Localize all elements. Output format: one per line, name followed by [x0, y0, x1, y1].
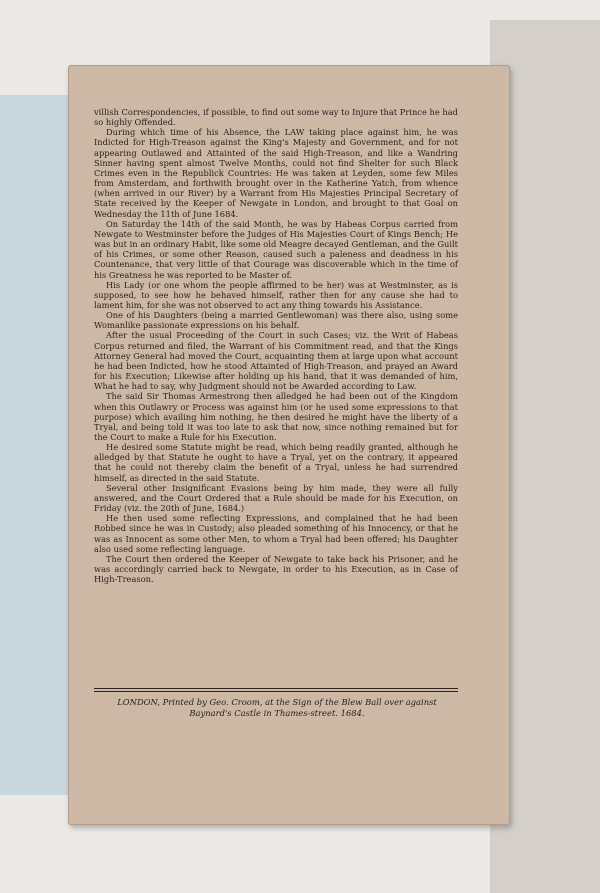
paragraph: His Lady (or one whom the people affirmed to be her) was at Westminster, as is supposed, to see how he behaved himself, rather then for any cause she had to lament him, for she was not observed to act any thing towards his Assistance. [94, 279, 458, 310]
paragraph: The Court then ordered the Keeper of Newgate to take back his Prisoner, and he was accordingly carried back to Newgate, in order to his Execution, as in Case of High-Treason. [94, 553, 458, 585]
imprint-line-1: LONDON, Printed by Geo. Croom, at the Sign of the Blew Ball over against [117, 697, 437, 707]
paragraph: After the usual Proceeding of the Court in such Cases; viz. the Writ of Habeas Corpus returned and filed, the Warrant of his Commitment read, and that the Kings Attorney General had moved the Court, acquainting them at large upon what account he had been Indicted, how he stood Attainted of High-Treason, and prayed an Award for his Execution; Likewise after holding up his hand, that it was demanded of him, What he had to say, why Judgment should not be Awarded according to Law. [94, 330, 458, 392]
paragraph: One of his Daughters (being a married Gentlewoman) was there also, using some Womanlike passionate expressions on his behalf. [94, 310, 458, 331]
imprint-rule [94, 688, 458, 689]
paragraph: During which time of his Absence, the LAW taking place against him, he was Indicted for High-Treason against the King's Majesty and Government, and for not appearing Outlawed and Attainted of the said High-Treason, and like a Wandring Sinner having spent almost Twelve Months, could not find Shelter for such Black Crimes even in the Republick Countries: He was taken at Leyden, some few Miles from Amsterdam, and forthwith brought over in the Katherine Yatch, from whence (when arrived in our River) by a Warrant from His Majesties Principal Secretary of State received by the Keeper of Newgate in London, and brought to that Goal on Wednesday the 11th of June 1684. [94, 127, 458, 219]
paragraph: He then used some reflecting Expressions, and complained that he had been Robbed since he was in Custody; also pleaded something of his Innocency, or that he was as Innocent as some other Men, to whom a Tryal had been offered; his Daughter also used some reflecting language. [94, 513, 458, 554]
paragraph: Several other Insignificant Evasions being by him made, they were all fully answered, and the Court Ordered that a Rule should be made for his Execution, on Friday (viz. the 20th of June, 1684.) [94, 482, 458, 514]
paragraph: He desired some Statute might be read, which being readily granted, although he alledged by that Statute he ought to have a Tryal, yet on the contrary, it appeared that he could not thereby claim the benefit of a Tryal, unless he had surrendred himself, as directed in the said Statute. [94, 442, 458, 483]
document-body [94, 107, 458, 584]
printer-imprint [96, 697, 458, 719]
imprint-rule-thin [94, 691, 458, 692]
paragraph: On Saturday the 14th of the said Month, he was by Habeas Corpus carried from Newgate to Westminster before the Judges of His Majesties Court of Kings Bench; He was but in an ordinary Habit, like some old Meagre decayed Gentleman, and the Guilt of his Crimes, or some other Reason, caused such a paleness and deadness in his Countenance, that very little of that Courage was discoverable which in the time of his Greatness he was reported to be Master of. [94, 218, 458, 280]
imprint-line-2: Baynard's Castle in Thames-street. 1684. [189, 708, 365, 718]
paragraph: The said Sir Thomas Armestrong then alledged he had been out of the Kingdom when this Outlawry or Process was against him (or he used some expressions to that purpose) which availing him nothing, he then desired he might have the liberty of a Tryal, and being told it was too late to ask that now, since nothing remained but for the Court to make a Rule for his Execution. [94, 391, 458, 442]
paragraph: villish Correspondencies, if possible, to find out some way to Injure that Prince he had so highly Offended. [94, 107, 458, 128]
